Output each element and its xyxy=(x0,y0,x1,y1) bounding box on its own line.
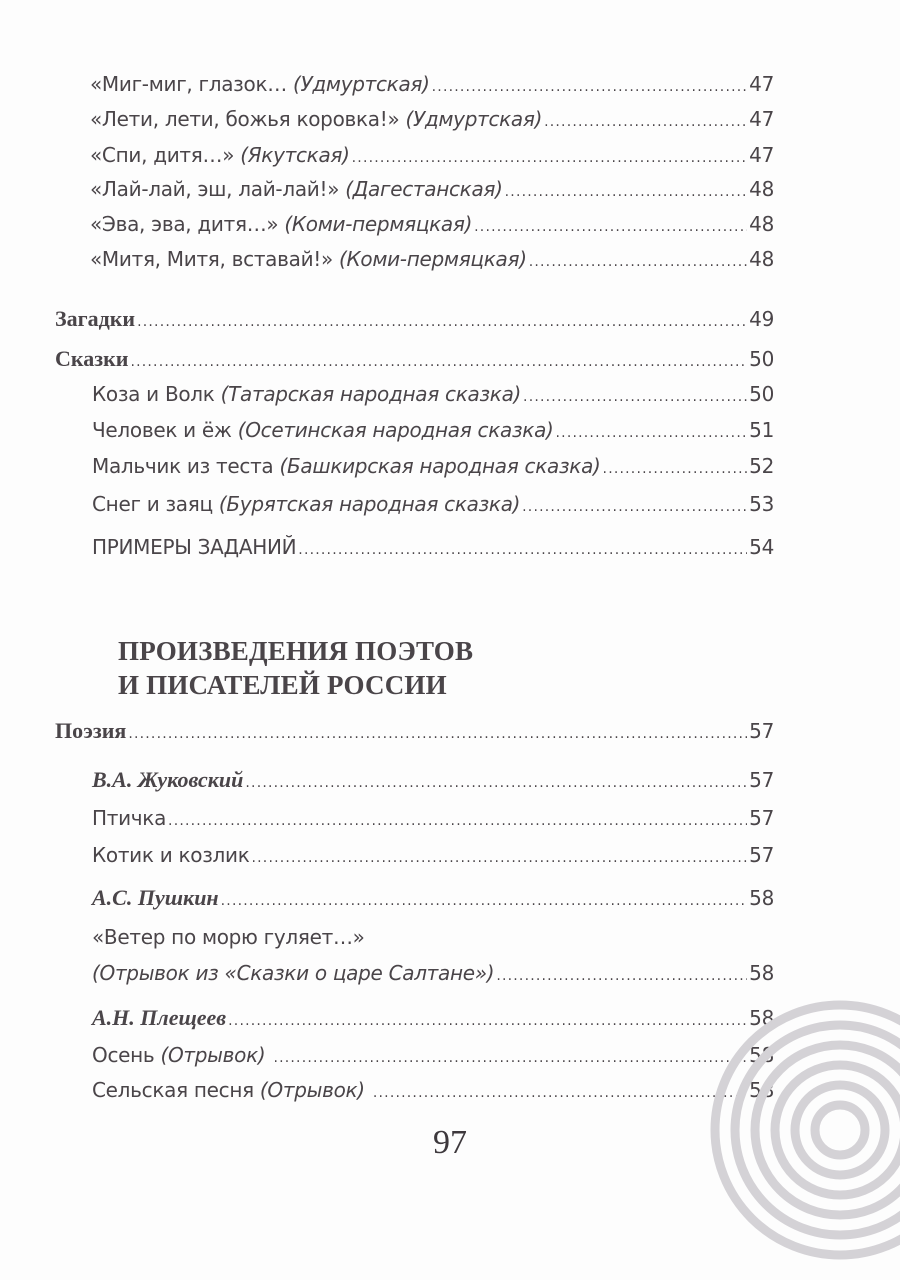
toc-section-riddles[interactable] xyxy=(55,306,774,332)
decorative-swirl-icon xyxy=(700,960,900,1280)
toc-entry[interactable] xyxy=(90,212,774,236)
dot-leader xyxy=(128,726,747,742)
dot-leader xyxy=(228,1013,747,1029)
toc-entry[interactable] xyxy=(92,843,774,867)
dot-leader xyxy=(130,354,747,370)
dot-leader xyxy=(137,314,747,330)
toc-entry[interactable] xyxy=(92,1078,774,1102)
entry-page: 53 xyxy=(749,492,774,516)
entry-note: (Башкирская народная сказка) xyxy=(279,454,601,478)
entry-page: 57 xyxy=(749,843,774,867)
entry-title: Осень xyxy=(92,1043,155,1067)
entry-page: 48 xyxy=(749,247,774,271)
entry-page: 51 xyxy=(749,418,774,442)
entry-title: Птичка xyxy=(92,806,167,830)
dot-leader xyxy=(523,389,747,405)
entry-title: ПРИМЕРЫ ЗАДАНИЙ xyxy=(92,535,297,559)
author-name: А.С. Пушкин xyxy=(92,885,219,910)
dot-leader xyxy=(373,1085,747,1101)
entry-page: 57 xyxy=(749,719,774,743)
dot-leader xyxy=(252,850,748,866)
part-heading-line1: ПРОИЗВЕДЕНИЯ ПОЭТОВ xyxy=(118,636,474,666)
entry-note: (Осетинская народная сказка) xyxy=(237,418,554,442)
entry-note: (Удмуртская) xyxy=(405,107,543,131)
entry-page: 50 xyxy=(749,382,774,406)
dot-leader xyxy=(556,425,748,441)
dot-leader xyxy=(529,254,747,270)
entry-title: «Митя, Митя, вставай!» xyxy=(90,247,333,271)
toc-section-poetry[interactable] xyxy=(55,718,774,744)
toc-entry[interactable] xyxy=(90,177,774,201)
toc-author[interactable] xyxy=(92,767,774,793)
toc-entry[interactable] xyxy=(92,418,774,442)
entry-title: «Спи, дитя…» xyxy=(90,143,235,167)
dot-leader xyxy=(245,775,747,791)
entry-note: (Бурятская народная сказка) xyxy=(218,492,521,516)
toc-entry-examples[interactable] xyxy=(92,535,774,559)
entry-title: Человек и ёж xyxy=(92,418,232,442)
part-heading-line2: И ПИСАТЕЛЕЙ РОССИИ xyxy=(118,670,447,700)
entry-page: 47 xyxy=(749,107,774,131)
entry-title: «Миг-миг, глазок… xyxy=(90,72,287,96)
dot-leader xyxy=(474,219,747,235)
entry-page: 57 xyxy=(749,768,774,792)
toc-entry[interactable] xyxy=(92,492,774,516)
dot-leader xyxy=(505,184,747,200)
author-name: А.Н. Плещеев xyxy=(92,1005,227,1030)
dot-leader xyxy=(352,150,748,166)
toc-entry[interactable] xyxy=(90,247,774,271)
entry-page: 47 xyxy=(749,143,774,167)
entry-page: 50 xyxy=(749,347,774,371)
toc-entry[interactable] xyxy=(92,1043,774,1067)
dot-leader xyxy=(273,1050,747,1066)
entry-page: 47 xyxy=(749,72,774,96)
entry-page: 58 xyxy=(749,886,774,910)
entry-note: (Коми-пермяцкая) xyxy=(284,212,473,236)
dot-leader xyxy=(432,79,748,95)
entry-note: (Якутская) xyxy=(240,143,350,167)
dot-leader xyxy=(544,114,747,130)
entry-page: 48 xyxy=(749,177,774,201)
entry-note: (Коми-пермяцкая) xyxy=(338,247,527,271)
toc-entry[interactable] xyxy=(92,382,774,406)
entry-note: (Дагестанская) xyxy=(345,177,503,201)
entry-page: 58 xyxy=(749,1006,774,1030)
toc-author[interactable] xyxy=(92,885,774,911)
entry-note: (Удмуртская) xyxy=(292,72,430,96)
dot-leader xyxy=(603,461,748,477)
page-number: 97 xyxy=(433,1124,467,1161)
entry-title: Коза и Волк xyxy=(92,382,215,406)
entry-note: (Отрывок) xyxy=(160,1043,266,1067)
toc-entry-title-line[interactable] xyxy=(92,925,365,949)
toc-entry[interactable] xyxy=(92,961,774,985)
toc-author[interactable] xyxy=(92,1005,774,1031)
entry-title: «Ветер по морю гуляет…» xyxy=(92,925,365,949)
dot-leader xyxy=(298,542,747,558)
entry-note: (Отрывок из «Сказки о царе Салтане») xyxy=(92,961,495,985)
author-name: В.А. Жуковский xyxy=(92,767,244,792)
entry-note: (Татарская народная сказка) xyxy=(220,382,522,406)
entry-page: 58 xyxy=(749,1078,774,1102)
dot-leader xyxy=(168,813,747,829)
entry-note: (Отрывок) xyxy=(259,1078,365,1102)
entry-page: 49 xyxy=(749,307,774,331)
entry-page: 54 xyxy=(749,535,774,559)
toc-entry[interactable] xyxy=(92,454,774,478)
entry-title: Сельская песня xyxy=(92,1078,254,1102)
entry-title: Снег и заяц xyxy=(92,492,213,516)
section-title: Загадки xyxy=(55,306,136,331)
entry-title: «Эва, эва, дитя…» xyxy=(90,212,279,236)
entry-page: 48 xyxy=(749,212,774,236)
entry-title: Котик и козлик xyxy=(92,843,250,867)
entry-page: 58 xyxy=(749,961,774,985)
entry-page: 52 xyxy=(749,454,774,478)
dot-leader xyxy=(522,499,747,515)
toc-entry[interactable] xyxy=(90,107,774,131)
dot-leader xyxy=(221,893,747,909)
toc-entry[interactable] xyxy=(92,806,774,830)
section-title: Сказки xyxy=(55,346,129,371)
section-title: Поэзия xyxy=(55,718,127,743)
entry-page: 58 xyxy=(749,1043,774,1067)
entry-title: Мальчик из теста xyxy=(92,454,274,478)
toc-entry[interactable] xyxy=(90,143,774,167)
entry-page: 57 xyxy=(749,806,774,830)
entry-title: «Лети, лети, божья коровка!» xyxy=(90,107,400,131)
toc-section-tales[interactable] xyxy=(55,346,774,372)
toc-entry[interactable] xyxy=(90,72,774,96)
entry-title: «Лай-лай, эш, лай-лай!» xyxy=(90,177,340,201)
